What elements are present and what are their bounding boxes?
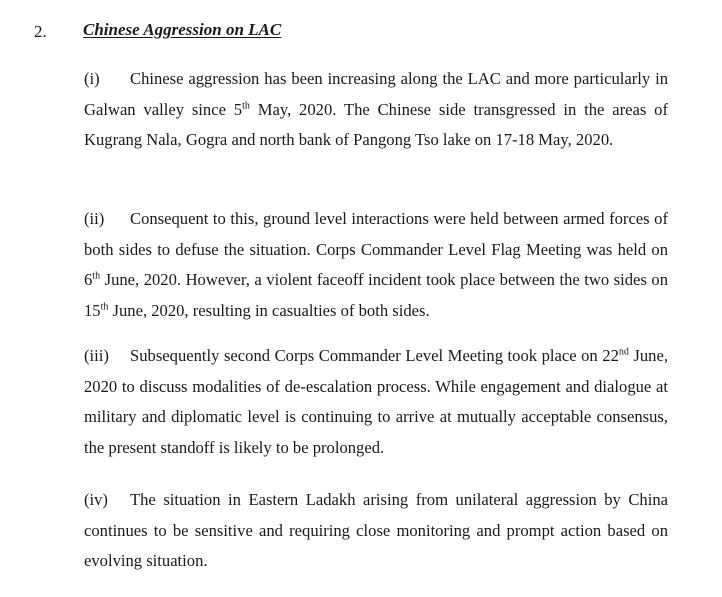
paragraph-i (84, 64, 668, 156)
paragraph-label: (iv) (84, 490, 108, 509)
paragraph-text: The situation in Eastern Ladakh arising from unilateral aggression by China continues to be sensitive and requiring close monitoring and prompt action based on evolving situation. (84, 490, 668, 570)
paragraph-label: (ii) (84, 209, 105, 228)
section-title: Chinese Aggression on LAC (83, 20, 282, 39)
paragraph-label: (i) (84, 69, 100, 88)
paragraph-text: June, 2020. However, a violent faceoff incident took place between the two sides on 15 (84, 270, 668, 320)
paragraph-iii (84, 341, 668, 463)
superscript: th (242, 99, 250, 111)
paragraph-text: June, 2020 to discuss modalities of de-escalation process. While engagement and dialogue at military and diplomatic level is continuing to arrive at mutually acceptable consensus, the present standoff is likely to be prolonged. (84, 346, 668, 457)
paragraph-text: June, 2020, resulting in casualties of both sides. (108, 300, 430, 320)
superscript: th (100, 300, 109, 312)
paragraph-text: Consequent to this, ground level interactions were held between armed forces of both sides to defuse the situation. Corps Commander Level Flag Meeting was held on 6 (84, 209, 668, 289)
paragraph-label: (iii) (84, 346, 109, 365)
superscript: th (92, 270, 101, 282)
paragraph-text: Chinese aggression has been increasing along the LAC and more particularly in Galwan valley since 5 (84, 69, 668, 119)
superscript: nd (618, 346, 629, 358)
paragraph-text: Subsequently second Corps Commander Level Meeting took place on 22 (130, 346, 619, 365)
paragraph-iv (84, 485, 668, 577)
section-number: 2. (34, 22, 47, 41)
paragraph-ii (84, 204, 668, 326)
paragraph-text: May, 2020. The Chinese side transgressed in the areas of Kugrang Nala, Gogra and north bank of Pangong Tso lake on 17-18 May, 2020. (84, 99, 668, 149)
